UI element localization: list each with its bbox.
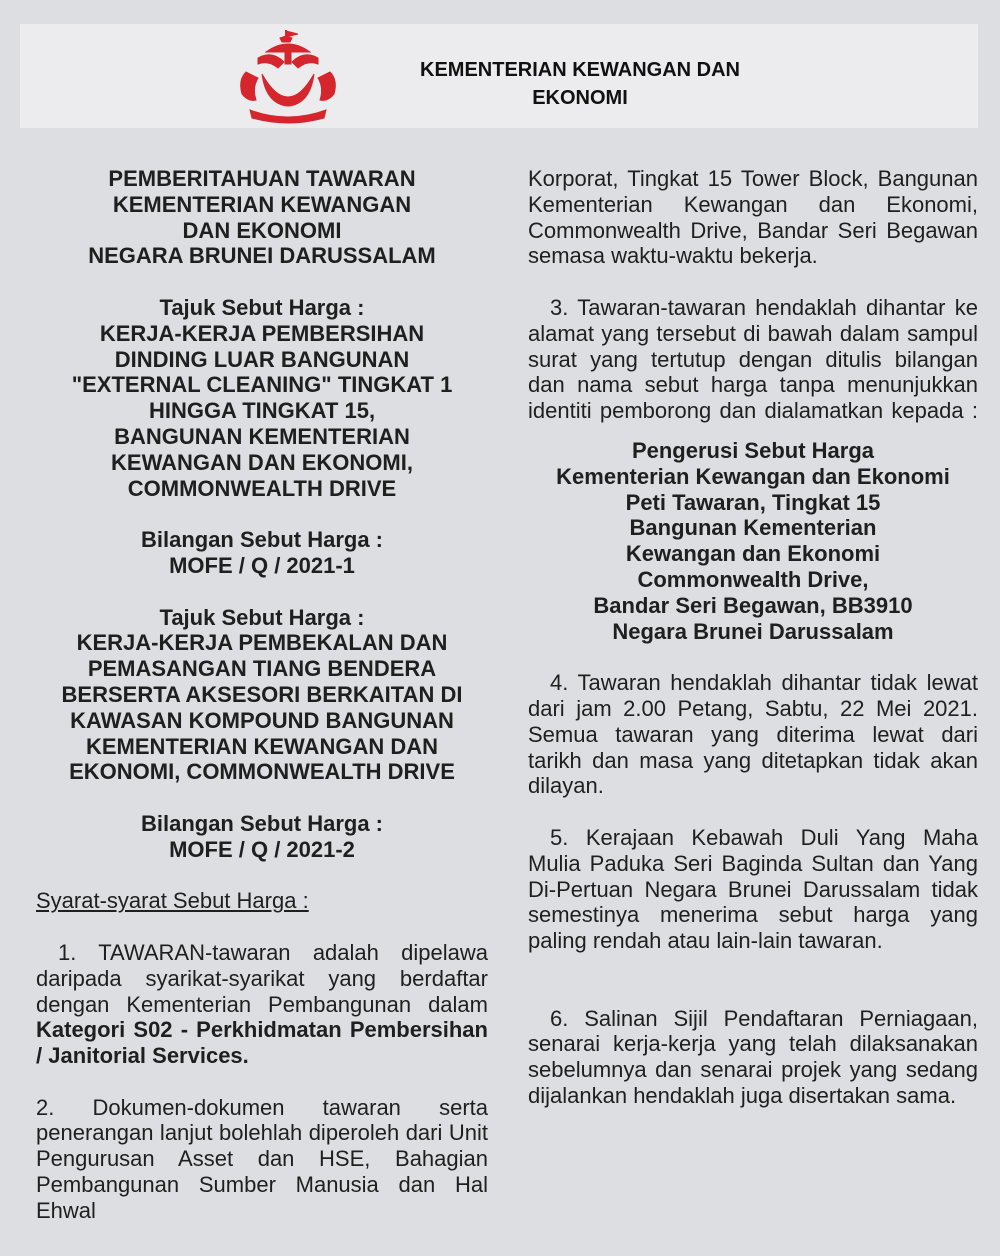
condition-1-text: 1. TAWARAN-tawaran adalah dipelawa daripada syarikat-syarikat yang berdaftar dengan Kementerian Pembangunan dalam [36, 939, 488, 1017]
ministry-line-2: EKONOMI [532, 87, 628, 109]
left-column [36, 166, 488, 1224]
condition-3 [528, 295, 978, 424]
tender-1-line: HINGGA TINGKAT 15, [148, 398, 376, 424]
condition-3-text: 3. Tawaran-tawaran hendaklah dihantar ke alamat yang tersebut di bawah dalam sampul surat yang tertutup dengan ditulis bilangan dan nama sebut harga tanpa menunjukkan identiti pemborong dan dialamatkan kepada [528, 294, 978, 424]
address-line: Negara Brunei Darussalam [612, 618, 894, 644]
tender-1-label: Tajuk Sebut Harga : [159, 294, 365, 320]
tender-2-label: Tajuk Sebut Harga : [159, 604, 365, 630]
tender-2-number-label: Bilangan Sebut Harga : [140, 810, 384, 836]
tender-1-line: "EXTERNAL CLEANING" TINGKAT 1 [71, 372, 453, 398]
condition-4-text: 4. Tawaran hendaklah dihantar tidak lewat dari jam 2.00 Petang, Sabtu, 22 Mei 2021. Semua tawaran yang diterima lewat dari tarikh dan masa yang ditetapkan tidak akan dilayan. [528, 670, 978, 799]
condition-1 [36, 940, 488, 1069]
tender-2-line: KAWASAN KOMPOUND BANGUNAN [70, 707, 454, 733]
tender-2-line: PEMASANGAN TIANG BENDERA [87, 656, 437, 682]
address-line: Bandar Seri Begawan, BB3910 [593, 592, 913, 618]
tender-2-line: KEMENTERIAN KEWANGAN DAN [86, 733, 438, 759]
address-line: Commonwealth Drive, [637, 566, 869, 592]
tender-2-line: EKONOMI, COMMONWEALTH DRIVE [69, 759, 455, 785]
address-line: Peti Tawaran, Tingkat 15 [625, 489, 881, 515]
tender-1-line: DINDING LUAR BANGUNAN [114, 346, 410, 372]
title-line: KEMENTERIAN KEWANGAN [112, 191, 412, 217]
address-line: Kewangan dan Ekonomi [625, 541, 881, 567]
tender-2-line: BERSERTA AKSESORI BERKAITAN DI [61, 681, 463, 707]
title-line: PEMBERITAHUAN TAWARAN [108, 166, 416, 191]
tender-1-line: KEWANGAN DAN EKONOMI, [111, 449, 413, 475]
tender-1-line: BANGUNAN KEMENTERIAN [114, 423, 410, 449]
tender-2-title [36, 605, 488, 786]
conditions-heading: Syarat-syarat Sebut Harga : [36, 888, 309, 914]
title-line: DAN EKONOMI [182, 217, 342, 243]
tender-1-number: MOFE / Q / 2021-1 [169, 552, 355, 578]
notice-title [36, 166, 488, 269]
tender-1-line: COMMONWEALTH DRIVE [127, 475, 397, 501]
condition-3-colon: : [971, 398, 978, 424]
right-column [528, 166, 978, 1109]
condition-5 [528, 825, 978, 954]
address-line: Kementerian Kewangan dan Ekonomi [556, 463, 950, 489]
tender-2-number-block [36, 811, 488, 863]
tender-2-number: MOFE / Q / 2021-2 [169, 836, 355, 862]
address-line: Pengerusi Sebut Harga [631, 437, 875, 463]
ministry-line-1: KEMENTERIAN KEWANGAN DAN [420, 59, 740, 81]
tender-address [528, 438, 978, 644]
condition-5-text: 5. Kerajaan Kebawah Duli Yang Maha Mulia Paduka Seri Baginda Sultan dan Yang Di-Pertuan Negara Brunei Darussalam tidak semestinya menerima sebut harga yang paling rendah atau lain-lain tawaran. [528, 824, 978, 954]
condition-6-text: 6. Salinan Sijil Pendaftaran Perniagaan, senarai kerja-kerja yang telah dilaksanakan sebelumnya dan senarai projek yang sedang dijalankan hendaklah juga disertakan sama. [528, 1005, 978, 1108]
address-line: Bangunan Kementerian [629, 515, 877, 541]
brunei-crest-icon [228, 28, 348, 124]
tender-1-number-block [36, 527, 488, 579]
condition-6 [528, 1006, 978, 1109]
header-banner [20, 24, 978, 128]
condition-4 [528, 670, 978, 799]
tender-1-title [36, 295, 488, 501]
tender-1-line: KERJA-KERJA PEMBERSIHAN [99, 320, 425, 346]
tender-2-line: KERJA-KERJA PEMBEKALAN DAN [76, 630, 448, 656]
condition-2: 2. Dokumen-dokumen tawaran serta penerangan lanjut bolehlah diperoleh dari Unit Pengurusan Asset dan HSE, Bahagian Pembangunan Sumber Manusia dan Hal Ehwal [36, 1094, 488, 1223]
tender-1-number-label: Bilangan Sebut Harga : [140, 527, 384, 553]
condition-2-continued: Korporat, Tingkat 15 Tower Block, Bangunan Kementerian Kewangan dan Ekonomi, Commonwealth Drive, Bandar Seri Begawan semasa waktu-waktu bekerja. [528, 166, 978, 269]
condition-1-category: Kategori S02 - Perkhidmatan Pembersihan / Janitorial Services. [36, 1017, 488, 1069]
title-line: NEGARA BRUNEI DARUSSALAM [88, 243, 436, 269]
ministry-name [360, 56, 800, 112]
